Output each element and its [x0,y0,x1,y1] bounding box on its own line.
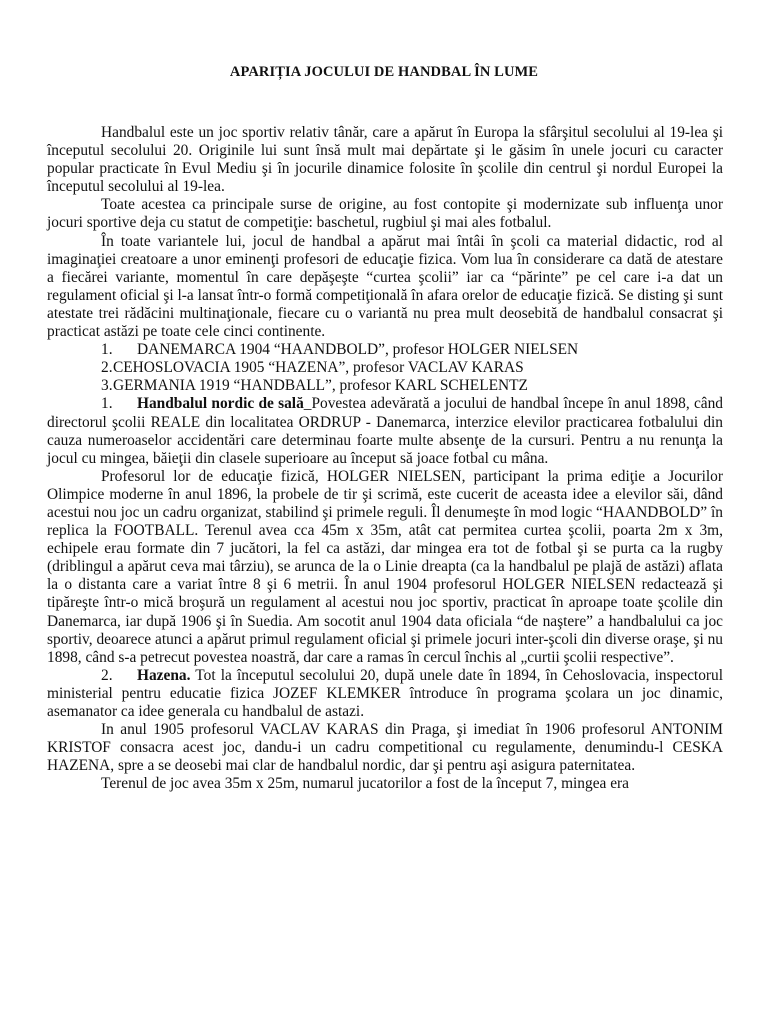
section-heading: Hazena. [137,666,191,684]
paragraph-origins: Toate acestea ca principale surse de origine, au fost contopite şi modernizate sub influenţa unor jocuri sportive deja cu statut de competiţie: baschetul, rugbiul şi mai ales fotbalul. [47,196,723,232]
list-number: 2. [101,359,113,377]
list-text: GERMANIA 1919 “HANDBALL”, profesor KARL SCHELENTZ [113,377,528,395]
section-text: _Povestea adevărată a jocului de handbal începe în anul 1898, când directorul şcolii REALE din localitatea ORDRUP - Danemarca, interzice elevilor practicarea fotbalului din cauza numeroaselor accidentări care determinau foarte multe absenţe de la cursuri. Pentru a nu renunţa la jocul cu mingea, băieţii din clasele superioare au început să joace fotbal cu mâna. [47,395,723,467]
list-number: 1. [101,341,113,359]
paragraph-holger-nielsen: Profesorul lor de educaţie fizică, HOLGER NIELSEN, participant la prima ediţie a Jocurilor Olimpice moderne în anul 1896, la probele de tir şi scrimă, este cucerit de aceasta idee a elevilor săi, dând acestui nou joc un cadru organizat, stabilind şi primele reguli. Îl denumeşte în mod logic “HAANDBOLD” în replica la FOOTBALL. Terenul avea cca 45m x 35m, atât cat permitea curtea şcolii, poarta 2m x 3m, echipele erau formate din 7 jucători, la fel ca astăzi, dar mingea era tot de fotbal şi se purta ca la rugby (driblingul a apărut ceva mai târziu), se arunca de la o Linie dreapta (ca la handbalul pe plajă de astăzi) aflata la o distanta care a variat între 8 şi 6 metrii. În anul 1904 profesorul HOLGER NIELSEN redactează şi tipăreşte într-o mică broşură un regulament al acestui nou joc sportiv, practicat în aproape toate şcolile din Danemarca, iar după 1906 şi în Suedia. Am socotit anul 1904 data oficiala “de naştere” a handbalului ca joc sportiv, deoarece atunci a apărut primul regulament oficial şi primele jocuri inter-şcoli din diverse oraşe, şi nu 1898, când s-a petrecut povestea noastră, dar care a ramas în cercul închis al „curtii şcolii respective”. [47,467,723,666]
paragraph-vaclav-karas: In anul 1905 profesorul VACLAV KARAS din Praga, şi imediat în 1906 profesorul ANTONIM KRISTOF consacra acest joc, dandu-i un cadru competitional cu regulamente, denumindu-l CESKA HAZENA, spre a se deosebi mai clar de handbalul nordic, dar şi pentru aşi asigura paternitatea. [47,721,723,775]
document-title: APARIȚIA JOCULUI DE HANDBAL ÎN LUME [229,64,539,80]
list-item-denmark [47,341,723,359]
paragraph-intro: Handbalul este un joc sportiv relativ tânăr, care a apărut în Europa la sfârşitul secolului al 19-lea şi începutul secolului 20. Originile lui sunt însă mult mai depărtate şi le găsim în unele jocuri cu caracter popular practicate în Evul Mediu şi în jocurile dinamice folosite în şcolile din centrul şi nordul Europei la începutul secolului al 19-lea. [47,124,723,196]
section-number: 2. [101,666,113,684]
section-hazena [47,667,723,721]
paragraph-variants: În toate variantele lui, jocul de handbal a apărut mai întâi în şcoli ca material didactic, rod al imaginaţiei creatoare a unor eminenţi profesori de educaţie fizica. Vom lua în considerare ca dată de atestare a fiecărei variante, momentul în care depăşeşte “curtea şcolii” iar ca “părinte” pe cel care i-a dat un regulament oficial şi l-a lansat într-o formă competiţională în afara orelor de educaţie fizică. Se disting şi sunt atestate trei rădăcini multinaţionale, fiecare cu o variantă nu prea mult deosebită de handbalul consacrat şi practicat astăzi pe toate cele cinci continente. [47,232,723,341]
list-item-czechoslovakia [47,359,723,377]
section-heading: Handbalul nordic de sală [137,395,304,413]
paragraph-field: Terenul de joc avea 35m x 25m, numarul jucatorilor a fost de la început 7, mingea era [101,775,630,793]
list-item-germany [47,377,723,395]
section-nordic-handball [47,395,723,467]
list-text: DANEMARCA 1904 “HAANDBOLD”, profesor HOLGER NIELSEN [137,341,579,359]
list-text: CEHOSLOVACIA 1905 “HAZENA”, profesor VACLAV KARAS [113,359,524,377]
section-text: Tot la începutul secolului 20, după unele date în 1894, în Cehoslovacia, inspectorul ministerial pentru educatie fizica JOZEF KLEMKER întroduce în programa şcolara un joc dinamic, asemanator ca idee generala cu handbalul de astazi. [47,666,723,720]
document-body [47,124,723,793]
section-number: 1. [101,395,113,413]
list-number: 3. [101,377,113,395]
